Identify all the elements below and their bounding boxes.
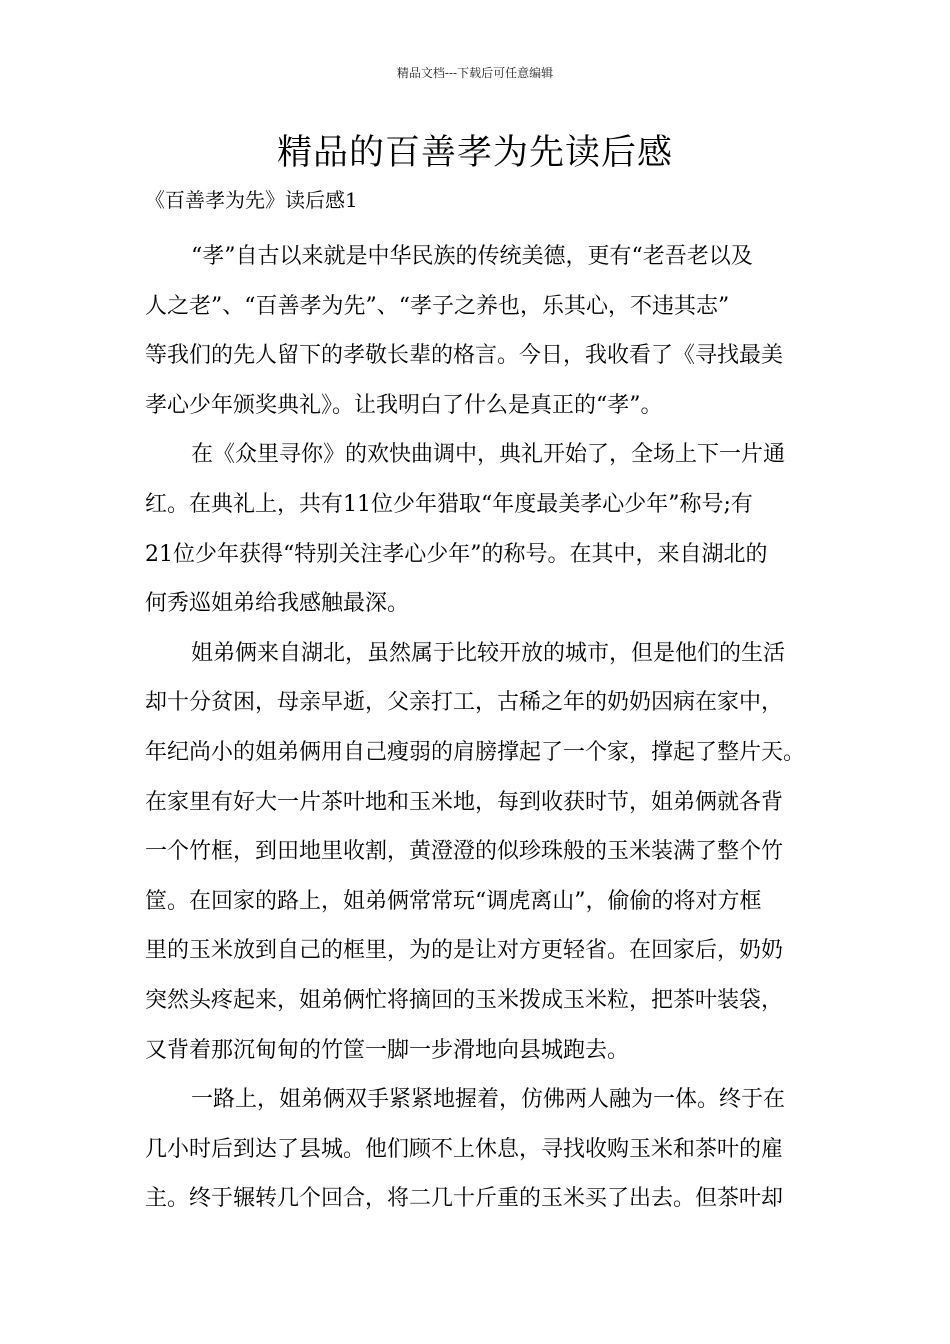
paragraph-3-line-9: 又背着那沉甸甸的竹筐一脚一步滑地向县城跑去。 xyxy=(145,1037,630,1063)
paragraph-4-line-2: 几小时后到达了县城。他们顾不上休息，寻找收购玉米和茶叶的雇 xyxy=(145,1136,784,1162)
paragraph-2-line-4: 何秀巡姐弟给我感触最深。 xyxy=(145,591,410,617)
paragraph-3-line-5: 一个竹框，到田地里收割，黄澄澄的似珍珠般的玉米装满了整个竹 xyxy=(145,839,784,865)
paragraph-3-line-7: 里的玉米放到自己的框里，为的是让对方更轻省。在回家后，奶奶 xyxy=(145,938,784,964)
paragraph-2-line-1: 在《众里寻你》的欢快曲调中，典礼开始了，全场上下一片通 xyxy=(191,442,786,468)
paragraph-1-line-4: 孝心少年颁奖典礼》。让我明白了什么是真正的“孝”。 xyxy=(145,392,663,418)
page-header: 精品文档---下载后可任意编辑 xyxy=(396,66,554,80)
paragraph-3-line-1: 姐弟俩来自湖北，虽然属于比较开放的城市，但是他们的生活 xyxy=(191,640,786,666)
document-subtitle: 《百善孝为先》读后感1 xyxy=(145,188,358,212)
document-body xyxy=(145,232,807,1224)
paragraph-3-line-3: 年纪尚小的姐弟俩用自己瘦弱的肩膀撑起了一个家，撑起了整片天。 xyxy=(145,739,806,765)
document-title: 精品的百善孝为先读后感 xyxy=(276,133,673,173)
paragraph-4-line-3: 主。终于辗转几个回合，将二几十斤重的玉米买了出去。但茶叶却 xyxy=(145,1186,784,1212)
paragraph-1-line-1: “孝”自古以来就是中华民族的传统美德，更有“老吾老以及 xyxy=(191,244,753,269)
paragraph-1-line-2: 人之老”、“百善孝为先”、“孝子之养也，乐其心，不违其志” xyxy=(145,293,730,319)
paragraph-1-line-3: 等我们的先人留下的孝敬长辈的格言。今日，我收看了《寻找最美 xyxy=(145,343,784,369)
paragraph-3-line-4: 在家里有好大一片茶叶地和玉米地，每到收获时节，姐弟俩就各背 xyxy=(145,789,784,815)
paragraph-3-line-6: 筐。在回家的路上，姐弟俩常常玩“调虎离山”，偷偷的将对方框 xyxy=(145,888,762,914)
paragraph-2-line-3: 21位少年获得“特别关注孝心少年”的称号。在其中，来自湖北的 xyxy=(145,541,768,567)
paragraph-3-line-2: 却十分贫困，母亲早逝，父亲打工，古稀之年的奶奶因病在家中， xyxy=(145,690,784,716)
paragraph-4-line-1: 一路上，姐弟俩双手紧紧地握着，仿佛两人融为一体。终于在 xyxy=(191,1087,786,1113)
paragraph-3-line-8: 突然头疼起来，姐弟俩忙将摘回的玉米拨成玉米粒，把茶叶装袋， xyxy=(145,987,784,1013)
paragraph-2-line-2: 红。在典礼上，共有11位少年猎取“年度最美孝心少年”称号;有 xyxy=(145,491,753,517)
